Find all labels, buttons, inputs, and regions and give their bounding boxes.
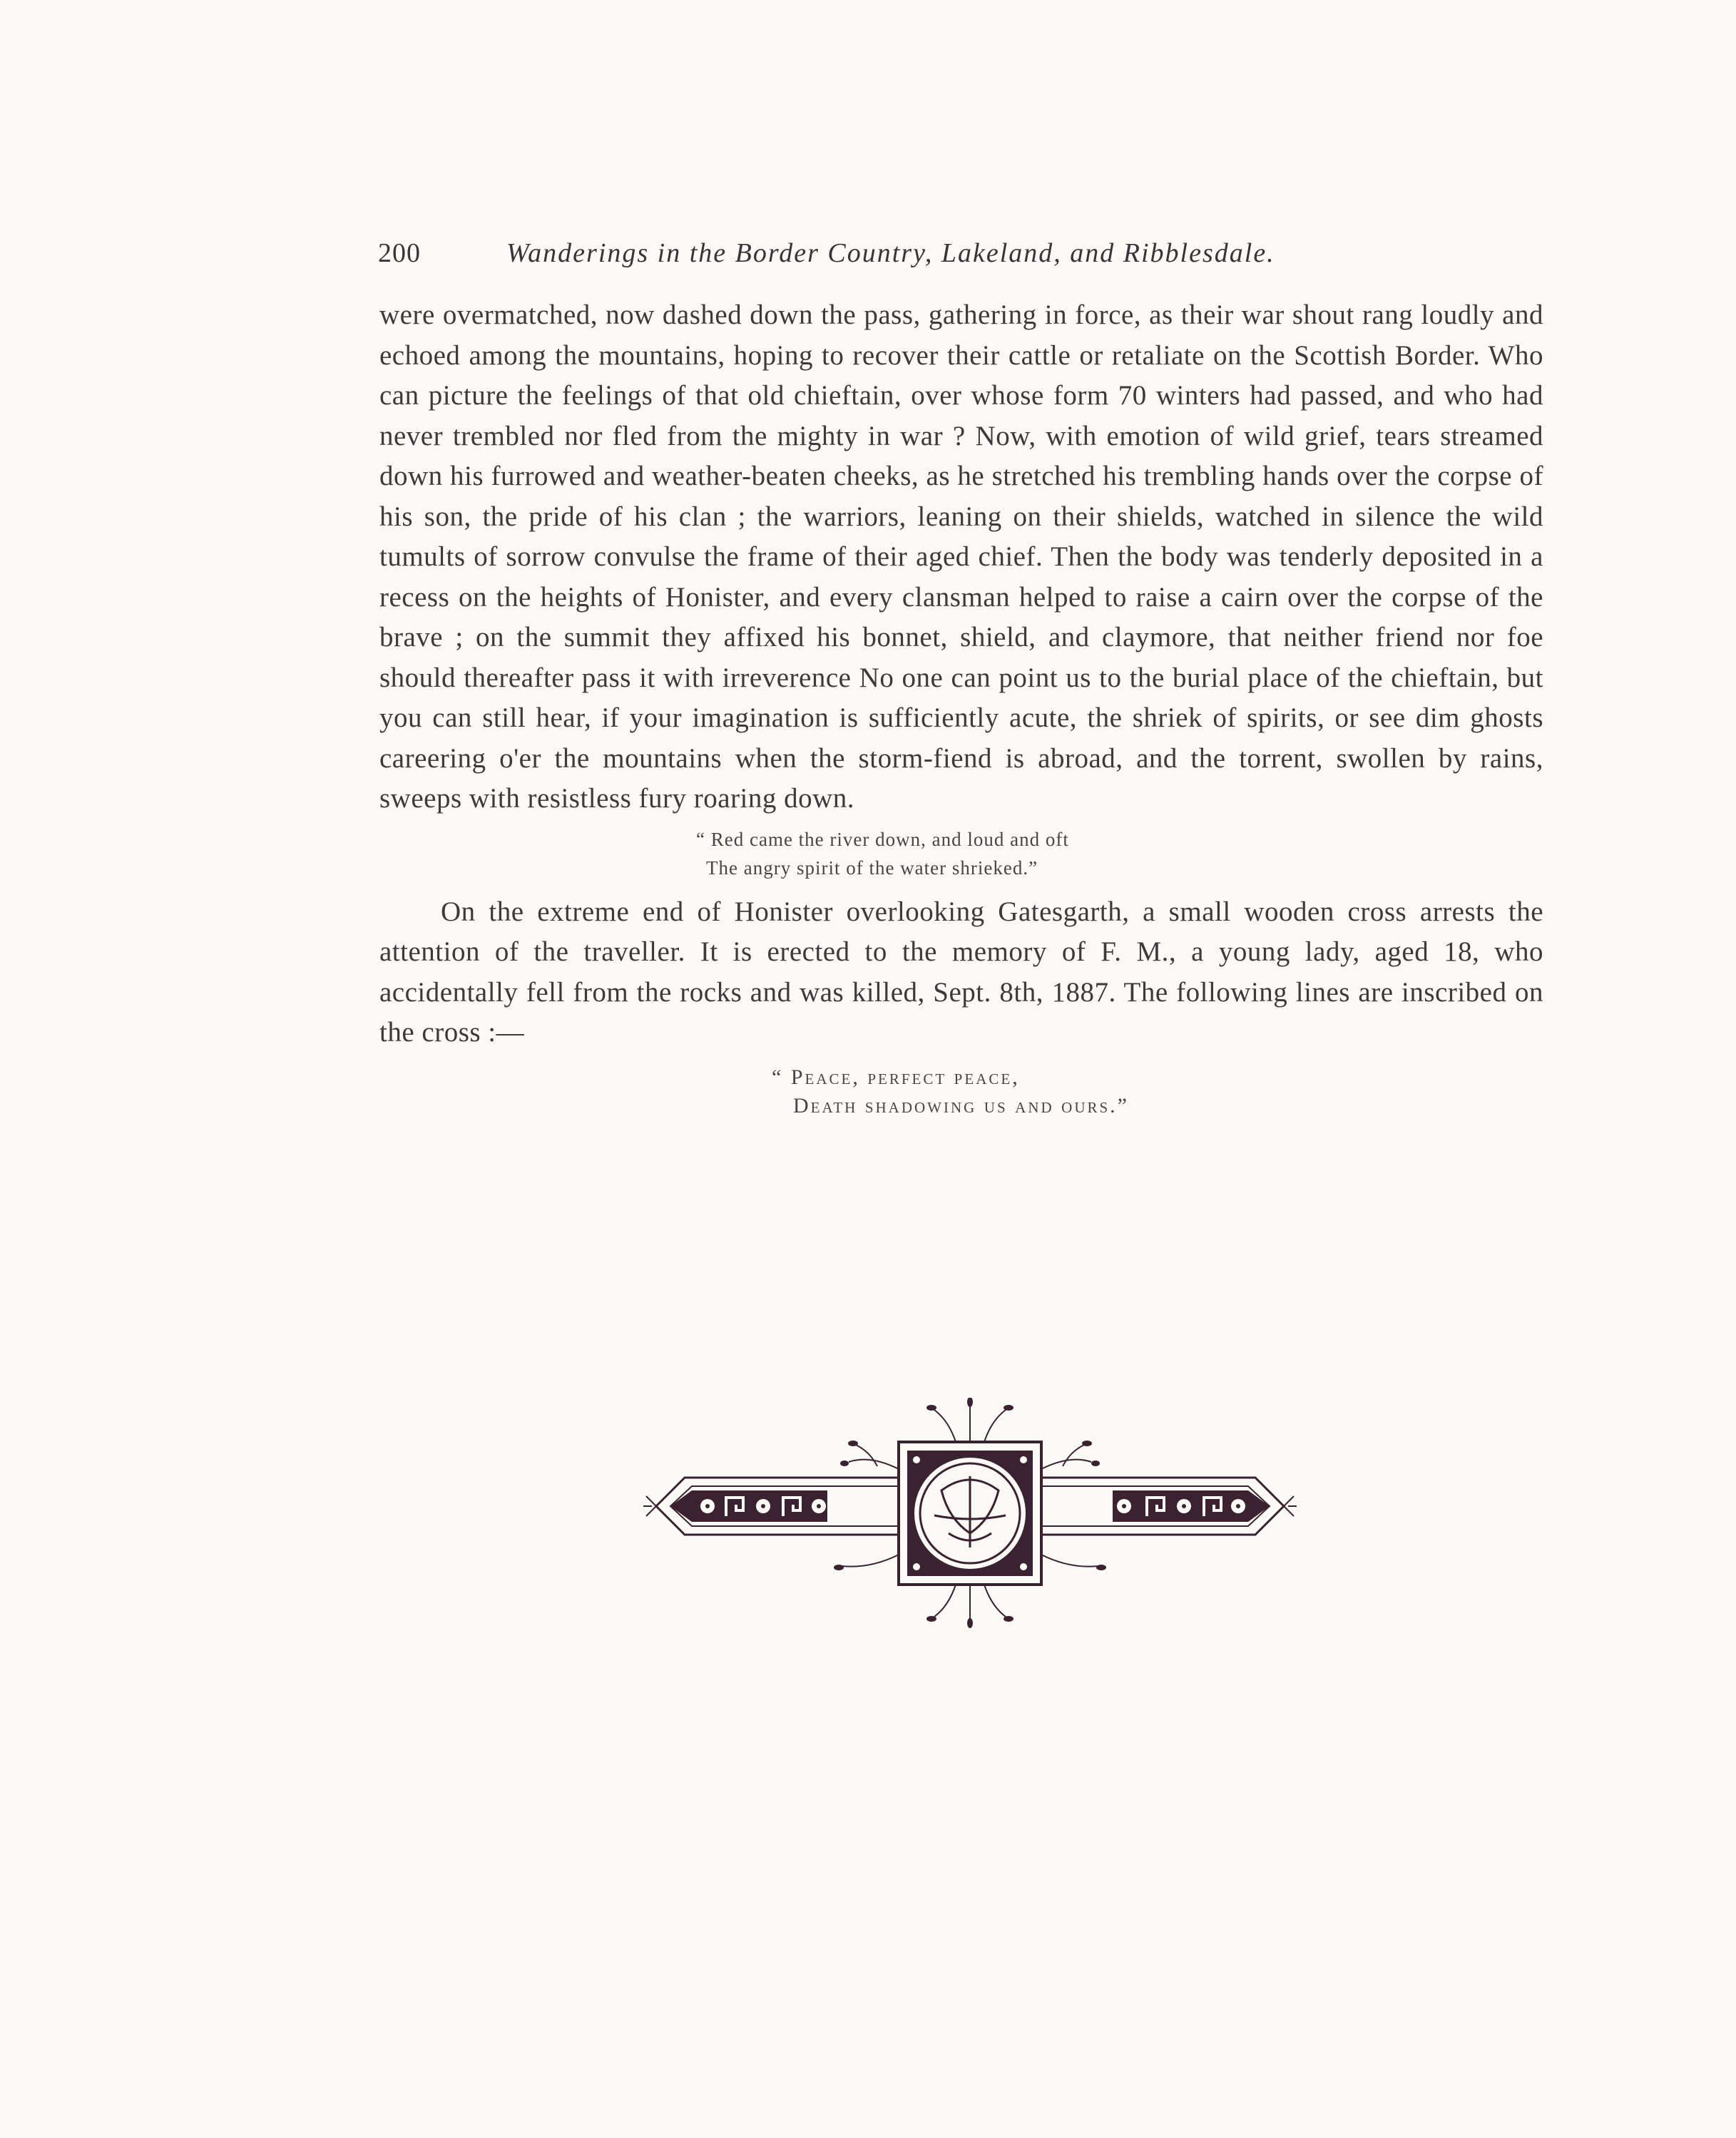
body-text [379, 295, 1543, 1130]
cross-inscription-line-1: “ Peace, perfect peace, [772, 1065, 1020, 1089]
paragraph-2: On the extreme end of Honister overlooking Gatesgarth, a small wooden cross arrests the attention of the traveller. It is erected to the memory of F. M., a young lady, aged 18, who accidentally fell from the rocks and was killed, Sept. 8th, 1887. The following lines are inscribed on the cross :— [379, 896, 1543, 1048]
decorative-tailpiece-icon [642, 1398, 1298, 1633]
verse-quote-1-line-2: The angry spirit of the water shrieked.” [706, 856, 1038, 879]
cross-inscription-line-2: Death shadowing us and ours.” [793, 1093, 1129, 1117]
page-number: 200 [378, 238, 421, 268]
running-title: Wanderings in the Border Country, Lakeland, and Ribblesdale. [506, 238, 1275, 268]
verse-quote-1 [379, 825, 1543, 882]
running-head [378, 235, 1405, 271]
paragraph-1: were overmatched, now dashed down the pass, gathering in force, as their war shout rang loudly and echoed among the mountains, hoping to recover their cattle or retaliate on the Scottish Border. Who can picture the feelings of that old chieftain, over whose form 70 winters had passed, and who had never trembled nor fled from the mighty in war ? Now, with emotion of wild grief, tears streamed down his furrowed and weather-beaten cheeks, as he stretched his trembling hands over the corpse of his son, the pride of his clan ; the warriors, leaning on their shields, watched in silence the wild tumults of sorrow convulse the frame of their aged chief. Then the body was tenderly deposited in a recess on the heights of Honister, and every clansman helped to raise a cairn over the corpse of the brave ; on the summit they affixed his bonnet, shield, and claymore, that neither friend nor foe should thereafter pass it with irreverence No one can point us to the burial place of the chieftain, but you can still hear, if your imagination is sufficiently acute, the shriek of spirits, or see dim ghosts careering o'er the mountains when the storm-fiend is abroad, and the torrent, swollen by rains, sweeps with resistless fury roaring down. [379, 300, 1543, 814]
verse-quote-1-line-1: “ Red came the river down, and loud and oft [696, 828, 1069, 850]
cross-inscription [379, 1063, 1543, 1120]
